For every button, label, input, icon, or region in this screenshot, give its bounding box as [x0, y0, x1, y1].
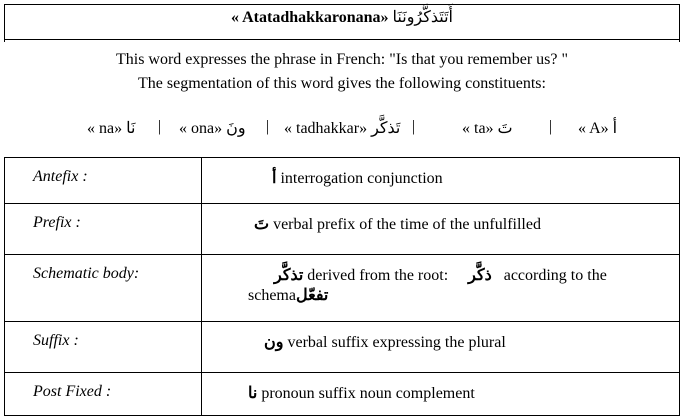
segment-ona: « ona» ونَ	[179, 120, 246, 137]
arabic-schema: تفعّل	[295, 287, 329, 304]
table-row	[5, 158, 680, 204]
table-row	[5, 373, 680, 416]
table-row	[5, 322, 680, 373]
row-label: Schematic body:	[5, 255, 202, 322]
arabic-morpheme: ون	[264, 334, 284, 351]
title-close-quote: »	[380, 9, 393, 26]
row-text: verbal suffix expressing the plural	[283, 334, 506, 351]
segment-separator: |	[412, 118, 416, 135]
segmentation-list	[4, 118, 680, 142]
row-text: verbal prefix of the time of the unfulfilled	[269, 216, 541, 233]
arabic-morpheme: تَ	[254, 216, 270, 233]
row-label: Suffix :	[5, 322, 202, 373]
row-text: interrogation conjunction	[276, 170, 443, 187]
arabic-morpheme: تذكَّر	[274, 267, 304, 284]
page-title	[5, 7, 679, 27]
row-label: Prefix :	[5, 204, 202, 255]
row-description	[202, 373, 680, 416]
title-header	[4, 4, 680, 42]
intro-line-1: This word expresses the phrase in French: "Is that you remember us? "	[115, 51, 569, 68]
segment-separator: |	[549, 118, 553, 135]
row-description	[202, 255, 680, 322]
segment-separator: |	[158, 118, 162, 135]
arabic-root: ذكَّر	[468, 267, 492, 284]
row-text-3: schema	[248, 287, 296, 304]
row-description	[202, 158, 680, 204]
intro-line-2: The segmentation of this word gives the following constituents:	[138, 75, 546, 92]
segment-tadhakkar: « tadhakkar» تَذكَّر	[284, 120, 401, 137]
morphology-table	[4, 157, 680, 416]
row-text-2: according to the	[491, 267, 607, 284]
document-frame	[4, 4, 680, 410]
row-description	[202, 204, 680, 255]
row-description	[202, 322, 680, 373]
table-row	[5, 255, 680, 322]
arabic-morpheme: أ	[272, 170, 277, 187]
row-text: derived from the root:	[303, 267, 469, 284]
row-label: Antefix :	[5, 158, 202, 204]
header-divider	[5, 39, 679, 40]
title-open-quote: «	[231, 9, 243, 26]
segment-a: « A» أ	[578, 120, 618, 137]
arabic-morpheme: نا	[248, 385, 258, 402]
title-arabic: أَتَتَذكَّرُونَنَا	[392, 9, 453, 26]
intro-text	[4, 48, 680, 96]
segment-separator: |	[266, 118, 270, 135]
segment-na: « na» نَا	[87, 120, 136, 137]
row-label: Post Fixed :	[5, 373, 202, 416]
segment-ta: « ta» تَ	[462, 120, 513, 137]
row-text: pronoun suffix noun complement	[257, 385, 475, 402]
title-word: Atatadhakkaronana	[242, 9, 381, 26]
table-row	[5, 204, 680, 255]
